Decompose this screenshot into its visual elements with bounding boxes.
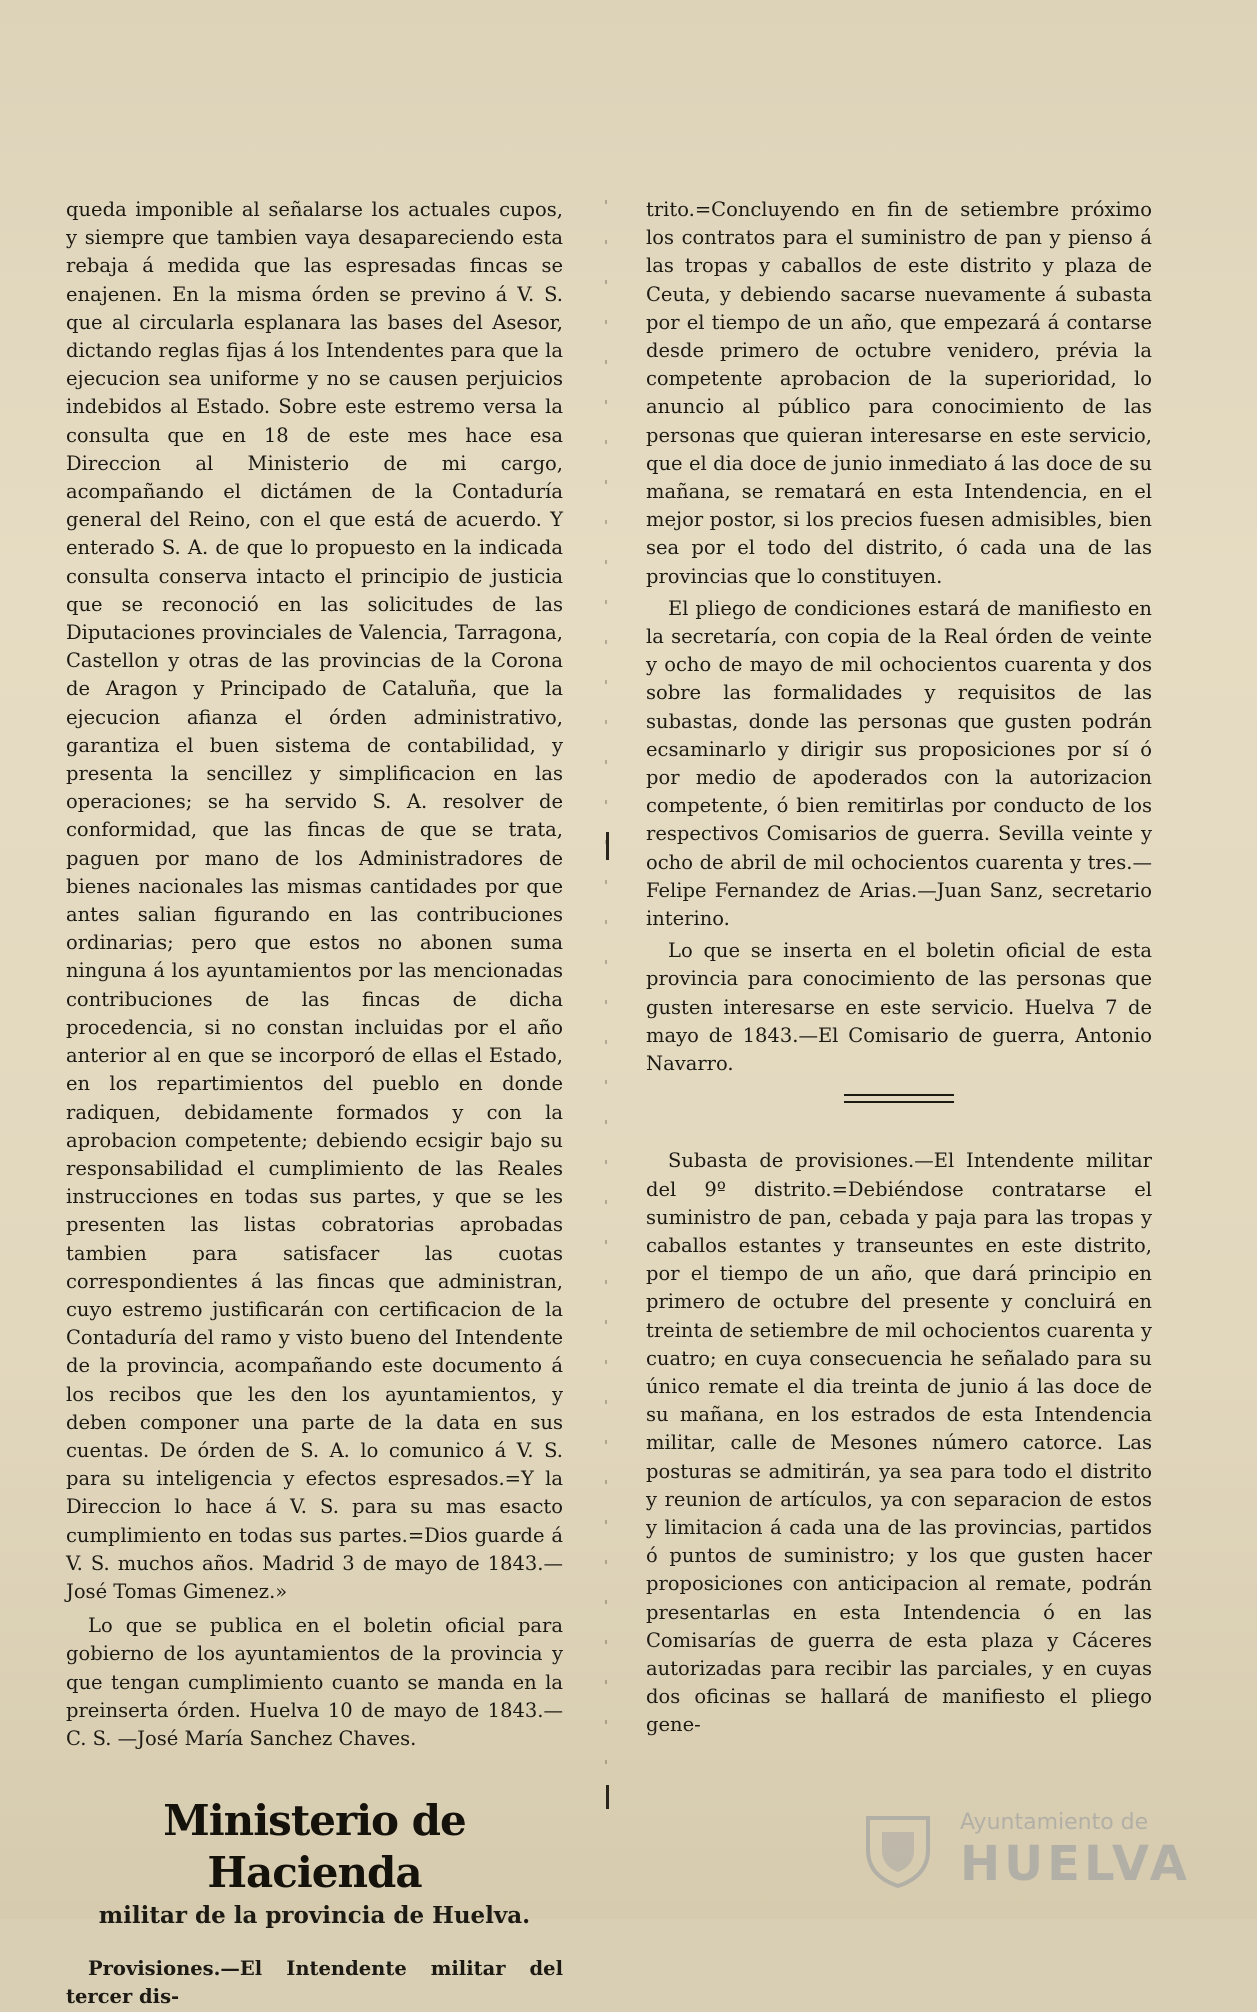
section-heading [66,1795,563,1933]
right-paragraph-3: Lo que se inserta en el boletin oficial de esta provincia para conocimiento de las personas que gusten interesarse en este servicio. Huelva 7 de mayo de 1843.—El Comisario de guerra, Antonio Navarro. [646,939,1152,1076]
section-divider [844,1094,954,1103]
archive-watermark [848,1810,1191,1892]
section-title: Ministerio de Hacienda [163,1796,466,1898]
divider-tick [606,832,609,860]
left-paragraph-1: queda imponible al señalarse los actuales cupos, y siempre que tambien vaya desapareciendo esta rebaja á medida que las espresadas fincas se enajenen. En la misma órden se previno á V. S. que al circularla esplanara las bases del Asesor, dictando reglas fijas á los Intendentes para que la ejecucion sea uniforme y no se causen perjuicios indebidos al Estado. Sobre este estremo versa la consulta que en 18 de este mes hace esa Direccion al Ministerio de mi cargo, acompañando el dictámen de la Contaduría general del Reino, con el que está de acuerdo. Y enterado S. A. de que lo propuesto en la indicada consulta conserva intacto el principio de justicia que se reconoció en las solicitudes de las Diputaciones provinciales de Valencia, Tarragona, Castellon y otras de las provincias de la Corona de Aragon y Principado de Cataluña, que la ejecucion afianza el órden administrativo, garantiza el buen sistema de contabilidad, y presenta la sencillez y simplificacion en las operaciones; se ha servido S. A. resolver de conformidad, que las fincas de que se trata, paguen por mano de los Administradores de bienes nacionales las mismas cantidades por que antes salian figurando en las contribuciones ordinarias; pero que estos no abonen suma ninguna á los ayuntamientos por las mencionadas contribuciones de las fincas de dicha procedencia, si no constan incluidas por el año anterior al en que se incorporó de ellas el Estado, en los repartimientos del pueblo en donde radiquen, debidamente formados y con la aprobacion competente; debiendo ecsigir bajo su responsabilidad el cumplimiento de las Reales instrucciones en todas sus partes, y que se les presenten las listas cobratorias aprobadas tambien para satisfacer las cuotas correspondientes á las fincas que administran, cuyo estremo justificarán con certificacion de la Contaduría del ramo y visto bueno del Intendente de la provincia, acompañando este documento á los recibos que les den los ayuntamientos, y deben componer una parte de la data en sus cuentas. De órden de S. A. lo comunico á V. S. para su inteligencia y efectos espresados.=Y la Direccion lo hace á V. S. para su mas esacto cumplimiento en todas sus partes.=Dios guarde á V. S. muchos años. Madrid 3 de mayo de 1843.—José Tomas Gimenez.» [66,198,563,1603]
column-divider-rule [605,200,607,1800]
right-paragraph-1: trito.=Concluyendo en fin de setiembre próximo los contratos para el suministro de pan y pienso á las tropas y caballos de este distrito y plaza de Ceuta, y debiendo sacarse nuevamente á subasta por el tiempo de un año, que empezará á contarse desde primero de octubre venidero, prévia la competente aprobacion de la superioridad, lo anuncio al público para conocimiento de las personas que quieran interesarse en este servicio, que el dia doce de junio inmediato á las doce de su mañana, se rematará en esta Intendencia, en el mejor postor, si los precios fuesen admisibles, bien sea por el todo del distrito, ó cada una de las provincias que lo constituyen. [646,198,1152,588]
coat-of-arms-icon [848,1810,948,1888]
divider-tick [606,1785,609,1809]
watermark-line-2: HUELVA [960,1836,1191,1892]
right-paragraph-2: El pliego de condiciones estará de manifiesto en la secretaría, con copia de la Real órden de veinte y ocho de mayo de mil ochocientos cuarenta y dos sobre las formalidades y requisitos de las subastas, donde las personas que gusten podrán ecsaminarlo y dirigir sus proposiciones por sí ó por medio de apoderados con la autorizacion competente, ó bien remitirlas por conducto de los respectivos Comisarios de guerra. Sevilla veinte y ocho de abril de mil ochocientos cuarenta y tres.—Felipe Fernandez de Arias.—Juan Sanz, secretario interino. [646,596,1152,931]
right-column [646,196,1152,1740]
left-last-line: Provisiones.—El Intendente militar del tercer dis- [66,1957,563,2009]
left-paragraph-2: Lo que se publica en el boletin oficial para gobierno de los ayuntamientos de la provincia y que tengan cumplimiento cuanto se manda en la preinserta órden. Huelva 10 de mayo de 1843.—C. S. —José María Sanchez Chaves. [66,1614,563,1750]
watermark-line-1: Ayuntamiento de [960,1810,1149,1835]
left-column [66,196,563,2012]
section-subtitle: militar de la provincia de Huelva. [98,1902,531,1930]
right-paragraph-4: Subasta de provisiones.—El Intendente militar del 9º distrito.=Debiéndose contratarse el suministro de pan, cebada y paja para las tropas y caballos estantes y transeuntes en este distrito, por el tiempo de un año, que dará principio en primero de octubre del presente y concluirá en treinta de setiembre de mil ochocientos cuarenta y cuatro; en cuya consecuencia he señalado para su único remate el dia treinta de junio á las doce de su mañana, en los estrados de esta Intendencia militar, calle de Mesones número catorce. Las posturas se admitirán, ya sea para todo el distrito y reunion de artículos, ya con separacion de estos y limitacion á cada una de las provincias, partidos ó puntos de suministro; y los que gusten hacer proposiciones con anticipacion al remate, podrán presentarlas en esta Intendencia ó en las Comisarías de guerra de esta plaza y Cáceres autorizadas para recibir las parciales, y en cuyas dos oficinas se hallará de manifiesto el pliego gene- [646,1149,1152,1737]
